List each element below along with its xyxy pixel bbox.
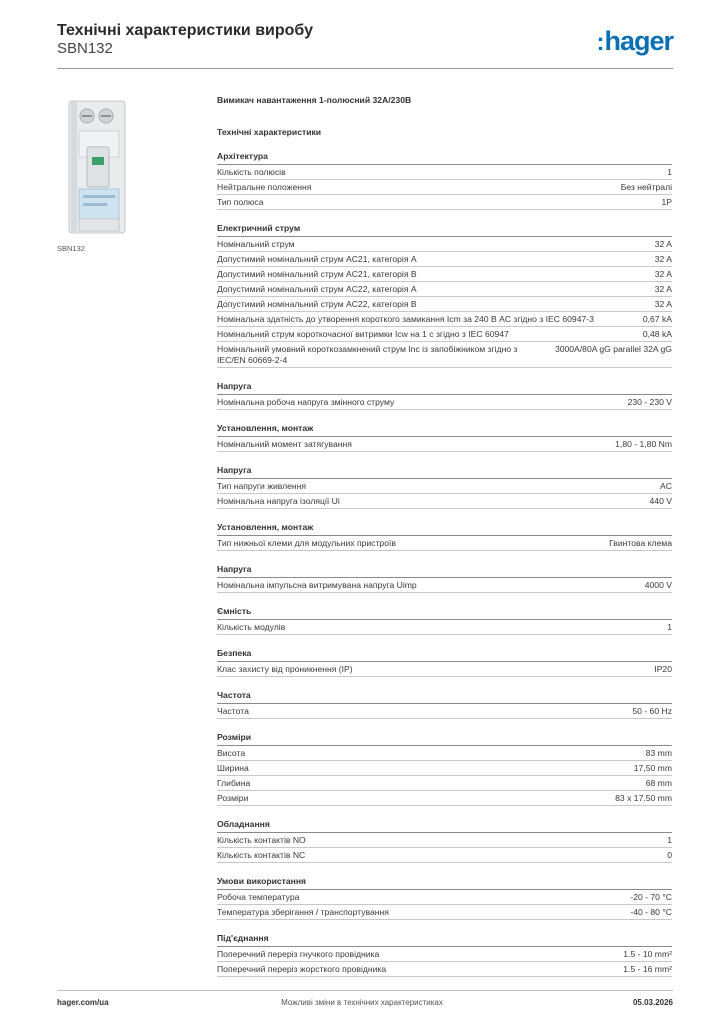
spec-value: 1 — [667, 166, 672, 177]
spec-value: Гвинтова клема — [609, 537, 672, 548]
spec-section — [217, 818, 672, 863]
spec-row — [217, 437, 672, 452]
spec-value: 1.5 - 10 mm² — [623, 948, 672, 959]
page-title: Технічні характеристики виробу — [57, 22, 313, 39]
spec-row — [217, 494, 672, 509]
spec-label: Кількість контактів NO — [217, 834, 306, 845]
spec-label: Розміри — [217, 792, 249, 803]
spec-row — [217, 704, 672, 719]
footer-date: 05.03.2026 — [632, 998, 673, 1007]
product-image — [57, 95, 201, 238]
spec-value: 83 x 17.50 mm — [615, 792, 672, 803]
section-title: Електричний струм — [217, 222, 672, 237]
spec-value: 0 — [667, 849, 672, 860]
spec-label: Температура зберігання / транспортування — [217, 906, 389, 917]
spec-row — [217, 848, 672, 863]
header-divider — [57, 68, 673, 69]
spec-row — [217, 536, 672, 551]
spec-row — [217, 180, 672, 195]
spec-row — [217, 342, 672, 368]
spec-label: Тип нижньої клеми для модульних пристроїв — [217, 537, 396, 548]
spec-label: Кількість модулів — [217, 621, 286, 632]
circuit-switch-icon — [57, 95, 201, 238]
spec-label: Допустимий номінальний струм AC21, категорія B — [217, 268, 417, 279]
logo-colon-icon: : — [596, 29, 604, 56]
spec-row — [217, 479, 672, 494]
spec-label: Робоча температура — [217, 891, 300, 902]
spec-row — [217, 791, 672, 806]
section-title: Ємність — [217, 605, 672, 620]
spec-label: Поперечний переріз гнучкого провідника — [217, 948, 380, 959]
hager-logo[interactable] — [596, 28, 673, 55]
spec-value: 68 mm — [645, 777, 672, 788]
spec-value: 17,50 mm — [633, 762, 672, 773]
spec-label: Номінальний момент затягування — [217, 438, 352, 449]
section-title: Умови використання — [217, 875, 672, 890]
spec-value: 3000A/80A gG parallel 32A gG — [554, 343, 672, 354]
spec-value: 440 V — [649, 495, 672, 506]
spec-section — [217, 875, 672, 920]
spec-label: Допустимий номінальний струм AC21, категорія A — [217, 253, 417, 264]
spec-row — [217, 578, 672, 593]
spec-label: Нейтральне положення — [217, 181, 312, 192]
spec-value: 0,48 kA — [642, 328, 672, 339]
product-name: Вимикач навантаження 1-полюсний 32А/230В — [217, 95, 412, 105]
spec-label: Висота — [217, 747, 246, 758]
spec-value: 32 A — [654, 268, 672, 279]
spec-label: Кількість контактів NC — [217, 849, 306, 860]
spec-label: Ширина — [217, 762, 249, 773]
spec-section — [217, 689, 672, 719]
spec-value: 32 A — [654, 238, 672, 249]
spec-section — [217, 521, 672, 551]
spec-label: Допустимий номінальний струм AC22, категорія B — [217, 298, 417, 309]
spec-row — [217, 267, 672, 282]
spec-value: 0,67 kA — [642, 313, 672, 324]
section-title: Безпека — [217, 647, 672, 662]
spec-section — [217, 380, 672, 410]
product-code: SBN132 — [57, 40, 113, 57]
spec-row — [217, 761, 672, 776]
spec-value: 32 A — [654, 298, 672, 309]
spec-section — [217, 464, 672, 509]
spec-value: AC — [660, 480, 672, 491]
spec-value: IP20 — [654, 663, 672, 674]
spec-section — [217, 150, 672, 210]
specifications-panel — [217, 93, 672, 989]
footer-notice: Можливі зміни в технічних характеристиках — [281, 998, 443, 1007]
spec-row — [217, 312, 672, 327]
section-title: Під'єднання — [217, 932, 672, 947]
spec-value: 1P — [661, 196, 672, 207]
spec-section — [217, 222, 672, 368]
spec-value: 83 mm — [645, 747, 672, 758]
spec-value: 32 A — [654, 283, 672, 294]
spec-label: Тип полюса — [217, 196, 264, 207]
spec-value: 1.5 - 16 mm² — [623, 963, 672, 974]
logo-text: hager — [604, 26, 673, 56]
spec-sections — [217, 150, 672, 977]
spec-row — [217, 237, 672, 252]
spec-value: 4000 V — [644, 579, 672, 590]
spec-row — [217, 395, 672, 410]
spec-label: Клас захисту від проникнення (IP) — [217, 663, 353, 674]
spec-label: Номінальна імпульсна витримувана напруга Uimp — [217, 579, 417, 590]
spec-section — [217, 422, 672, 452]
spec-section — [217, 647, 672, 677]
spec-label: Кількість полюсів — [217, 166, 286, 177]
section-title: Установлення, монтаж — [217, 422, 672, 437]
spec-row — [217, 890, 672, 905]
spec-row — [217, 905, 672, 920]
section-title: Напруга — [217, 464, 672, 479]
spec-label: Номінальна робоча напруга змінного струму — [217, 396, 395, 407]
section-title: Установлення, монтаж — [217, 521, 672, 536]
spec-label: Тип напруги живлення — [217, 480, 307, 491]
product-image-caption: SBN132 — [57, 244, 85, 253]
section-title: Частота — [217, 689, 672, 704]
spec-label: Номінальний струм — [217, 238, 295, 249]
spec-row — [217, 962, 672, 977]
spec-label: Допустимий номінальний струм AC22, категорія A — [217, 283, 417, 294]
spec-label: Частота — [217, 705, 249, 716]
spec-row — [217, 165, 672, 180]
spec-row — [217, 746, 672, 761]
spec-row — [217, 252, 672, 267]
spec-row — [217, 282, 672, 297]
spec-row — [217, 776, 672, 791]
spec-value: 32 A — [654, 253, 672, 264]
spec-value: 50 - 60 Hz — [632, 705, 672, 716]
spec-section — [217, 563, 672, 593]
section-title: Напруга — [217, 563, 672, 578]
spec-value: 230 - 230 V — [627, 396, 672, 407]
footer-website-link[interactable]: hager.com/ua — [57, 998, 109, 1007]
spec-value: 1 — [667, 621, 672, 632]
spec-value: Без нейтралі — [620, 181, 672, 192]
spec-value: 1,80 - 1,80 Nm — [615, 438, 672, 449]
spec-label: Номінальна здатність до утворення короткого замикання Icm за 240 В AC згідно з IEC 60947-3 — [217, 313, 594, 324]
section-title: Обладнання — [217, 818, 672, 833]
spec-section — [217, 932, 672, 977]
spec-value: 1 — [667, 834, 672, 845]
specs-heading: Технічні характеристики — [217, 127, 322, 137]
section-title: Архітектура — [217, 150, 672, 165]
spec-label: Номінальний струм короткочасної витримки Icw на 1 с згідно з IEC 60947 — [217, 328, 509, 339]
spec-row — [217, 297, 672, 312]
spec-row — [217, 620, 672, 635]
spec-label: Номінальна напруга ізоляції Ui — [217, 495, 340, 506]
spec-row — [217, 662, 672, 677]
section-title: Розміри — [217, 731, 672, 746]
spec-row — [217, 833, 672, 848]
spec-label: Номінальний умовний короткозамкнений струм Inc із запобіжником згідно з IEC/EN 60669-2-4 — [217, 343, 518, 365]
spec-row — [217, 947, 672, 962]
spec-value: -40 - 80 °C — [630, 906, 672, 917]
spec-row — [217, 195, 672, 210]
spec-value: -20 - 70 °C — [630, 891, 672, 902]
spec-label: Глибина — [217, 777, 251, 788]
spec-label: Поперечний переріз жорсткого провідника — [217, 963, 387, 974]
spec-section — [217, 605, 672, 635]
spec-row — [217, 327, 672, 342]
section-title: Напруга — [217, 380, 672, 395]
footer-divider — [57, 990, 673, 991]
spec-section — [217, 731, 672, 806]
